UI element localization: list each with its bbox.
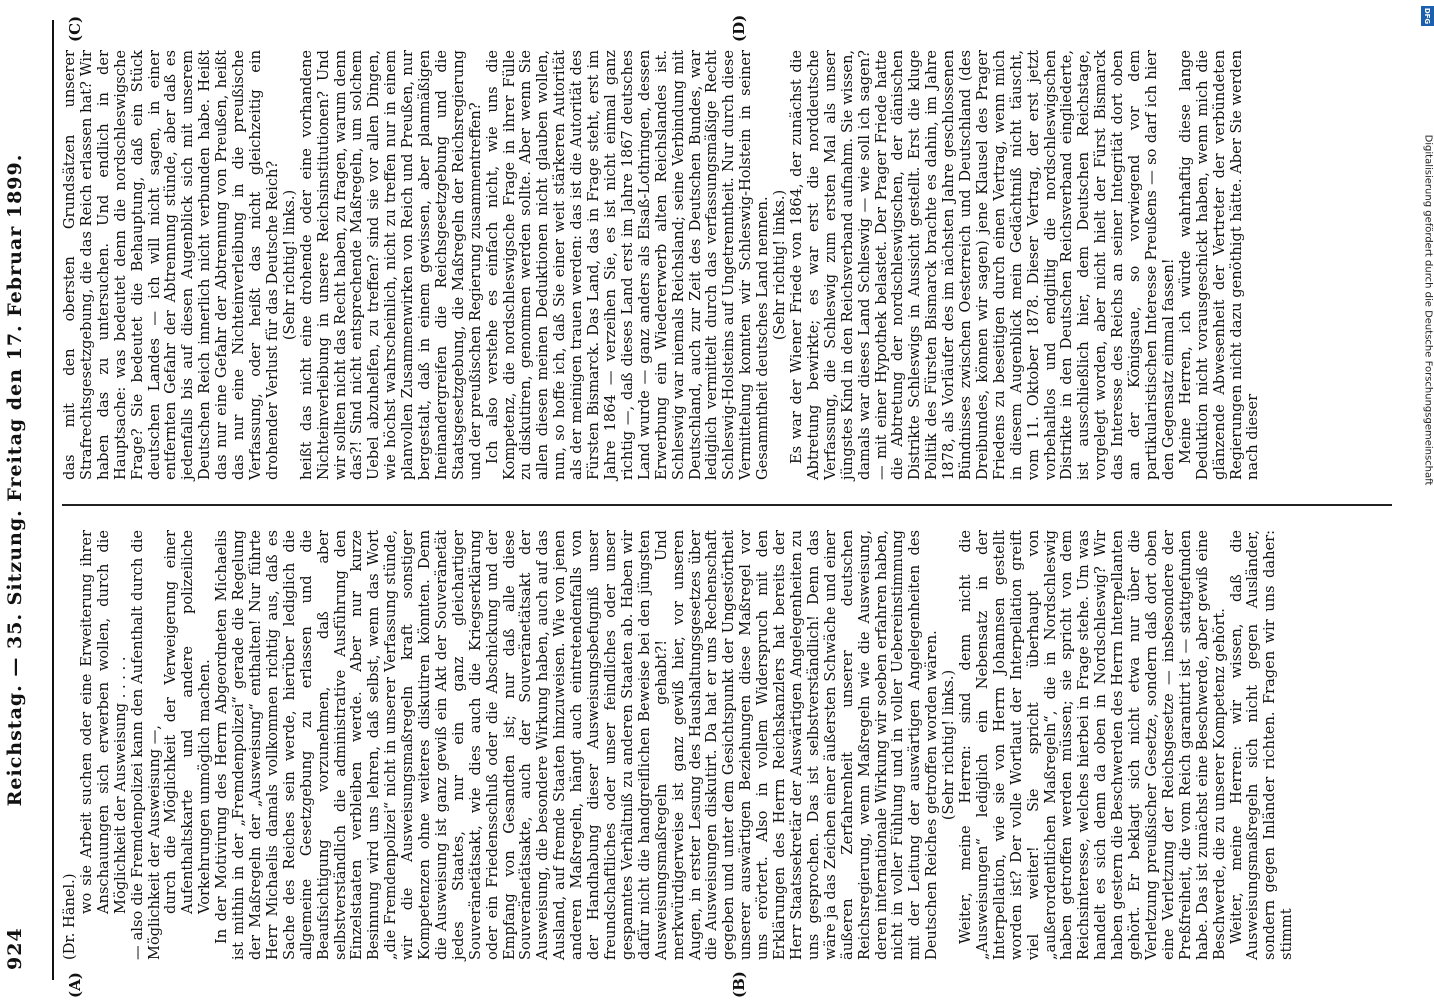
column-divider: [62, 504, 1392, 506]
digitization-note: Digitalisierung gefördert durch die Deutsche Forschungsgemeinschaft: [1422, 134, 1433, 486]
page-number: 924: [4, 927, 26, 970]
speaker-label: (Dr. Hänel.): [61, 873, 78, 960]
text-paragraph: Es war der Wiener Friede von 1864, der zunächst die Abtretung bewirkte; es war erst die norddeutsche Verfassung, die Schleswig zum ersten Mal als unser jüngstes Kind in den Reichsverband aufnahm. Sie wissen, damals war dieses Land Schleswig — wie soll ich sagen? — mit einer Hypothek belastet. Der Prager Friede hatte die Abtretung der nordschleswigschen, der dänischen Distrikte Schleswigs in Aussicht gestellt. Erst die kluge Politik des Fürsten Bismarck brachte es dahin, im Jahre 1878, als Vorläufer des im nächsten Jahre geschlossenen Bündnisses zwischen Oesterreich und Deutschland (des Dreibundes, können wir sagen) jene Klausel des Prager Friedens zu beseitigen durch einen Vertrag, wenn mich in diesem Augenblick mein Gedächtniß nicht täuscht, vom 11. Oktober 1878. Dieser Vertrag, der erst jetzt vorbehaltlos und endgiltig die nordschleswigschen Distrikte in den Deutschen Reichsverband eingliederte, ist ausschließlich hier, dem Deutschen Reichstage, vorgelegt worden, aber nicht hielt der Fürst Bismarck das Interesse des Reichs an seiner Integrität dort oben an der Königsaue, so vorwiegend vor dem partikularistischen Interesse Preußens — so darf ich hier den Gegensatz einmal fassen!: [787, 50, 1177, 480]
left-column: [62, 530, 1296, 960]
text-paragraph: Ich also verstehe es einfach nicht, wie uns die Kompetenz, die nordschleswigsche Frage in ihrer Fülle zu diskutiren, genommen werden sollte. Aber wenn Sie allen diesen meinen Deduktionen nicht glauben wollen, nun, so hoffe ich, daß Sie einer weit stärkeren Autorität als der meinigen trauen werden: das ist die Autorität des Fürsten Bismarck. Das Land, das in Frage steht, erst im Jahre 1864 — verzeihen Sie, es ist nicht einmal ganz richtig —, daß dieses Land erst im Jahre 1867 deutsches Land wurde — ganz anders als Elsaß-Lothringen, dessen Erwerbung ein Wiedererwerb alten Reichslandes ist. Schleswig war niemals Reichsland; seine Verbindung mit Deutschland, auch zur Zeit des Deutschen Bundes, war lediglich vermittelt durch das verfassungsmäßige Recht Schleswig-Holsteins auf Ungetrenntheit. Nur durch diese Vermittelung konnten wir Schleswig-Holstein in seiner Gesammtheit deutsches Land nennen.: [483, 50, 772, 480]
text-paragraph: Meine Herren, ich würde wahrhaftig diese lange Deduktion nicht vorausgeschickt haben, wenn mich die glänzende Abwesenheit der Vertreter der verbündeten Regierungen nicht dazu genöthigt hätte. Aber Sie werden nach dieser: [1176, 50, 1262, 480]
margin-mark-a: (A): [66, 972, 84, 998]
dfg-logo: DFG: [1421, 6, 1434, 26]
header-rule: [52, 20, 54, 980]
running-title: Reichstag. — 35. Sitzung. Freitag den 17. Februar 1899.: [4, 153, 26, 807]
text-paragraph: In der Motivirung des Herrn Abgeordneten Michaelis ist mithin in der „Fremdenpolizei“ gerade die Regelung der Maßregeln der „Ausweisung“ enthalten! Nur führte Herr Michaelis damals vollkommen richtig aus, daß es Sache des Reiches sein werde, hierüber lediglich die allgemeine Gesetzgebung zu erlassen und die Beaufsichtigung vorzunehmen, daß aber selbstverständlich die administrative Ausführung den Einzelstaaten verbleiben werde. Aber nur kurze Besinnung wird uns lehren, daß selbst, wenn das Wort „die Fremdenpolizei“ nicht in unserer Verfassung stünde, wir die Ausweisungsmaßregeln kraft sonstiger Kompetenzen ohne weiteres diskutiren könnten. Denn die Ausweisung ist ganz gewiß ein Akt der Souveränetät jedes Staates, nur ein ganz gleichartiger Souveränetätsakt, wie dies auch die Kriegserklärung oder ein Friedensschluß oder die Abschickung und der Empfang von Gesandten ist; nur daß alle diese Souveränetätsakte, auch der Souveränetätsakt der Ausweisung, die besondere Wirkung haben, auch auf das Ausland, auf fremde Staaten hinzuweisen. Wie von jenen anderen Maßregeln, hängt auch eintretendenfalls von der Handhabung dieser Ausweisungsbefugniß unser freundschaftliches oder unser feindliches oder unser gespanntes Verhältniß zu anderen Staaten ab. Haben wir dafür nicht die handgreiflichen Beweise bei den jüngsten Ausweisungsmaßregeln gehabt?! Und merkwürdigerweise ist ganz gewiß hier, vor unseren Augen, in erster Lesung des Haushaltungsgesetzes über die Ausweisungen diskutirt. Da hat er uns Rechenschaft gegeben und unter dem Gesichtspunkt der Ungestörtheit unserer auswärtigen Beziehungen diese Maßregel vor uns erörtert. Also in vollem Widerspruch mit den Erklärungen des Herrn Reichskanzlers hat bereits der Herr Staatssekretär der Auswärtigen Angelegenheiten zu uns gesprochen. Das ist selbstverständlich! Denn das wäre ja das Zeichen einer äußersten Schwäche und einer äußeren Zerfahrenheit unserer deutschen Reichsregierung, wenn Maßregeln wie die Ausweisung, deren internationale Wirkung wir soeben erfahren haben, nicht in voller Fühlung und in voller Uebereinstimmung mit der Leitung der auswärtigen Angelegenheiten des Deutschen Reiches getroffen worden wären.: [213, 530, 941, 960]
digitization-stamp: [1421, 6, 1434, 596]
text-paragraph: heißt das nicht eine drohende oder eine vorhandene Nichteinverleibung in unsere Reichsinstitutionen? Und wir sollten nicht das Recht haben, zu fragen, warum denn das?! Sind nicht entsprechende Maßregeln, um solchem Uebel abzuhelfen, zu treffen? sind sie vor allen Dingen, wie höchst wahrscheinlich, nicht zu treffen nur in einem planvollen Zusammenwirken von Reich und Preußen, nur bergestalt, daß in einem gewissen, aber planmäßigen Ineinandergreifen die Reichsgesetzgebung und die Staatsgesetzgebung, die Maßregeln der Reichsregierung und der preußischen Regierung zusammentreffen?: [297, 50, 484, 480]
quote-paragraph: durch die Möglichkeit der Verweigerung einer Aufenthaltskarte und andere polizeiliche Vorkehrungen unmöglich machen.: [162, 530, 214, 914]
applause-note: (Sehr richtig! links.): [771, 189, 789, 341]
text-paragraph: — also die Fremdenpolizei kann den Aufenthalt durch die Möglichkeit der Ausweisung —,: [128, 530, 163, 960]
text-paragraph: Weiter, meine Herren: wir wissen, daß die Ausweisungsmaßregeln sich nicht gegen Ausländer, sondern gegen Inländer richten. Fragen wir uns daher: stimmt: [1227, 530, 1296, 960]
applause-note: (Sehr richtig! links.): [280, 189, 298, 341]
margin-mark-c: (C): [66, 15, 84, 42]
margin-mark-d: (D): [730, 14, 748, 42]
quote-paragraph: wo sie Arbeit suchen oder eine Erweiterung ihrer Anschauungen sich erwerben wollen, durch die Möglichkeit der Ausweisung . . . . .: [77, 530, 129, 914]
text-paragraph: Weiter, meine Herren: sind denn nicht die „Ausweisungen“ lediglich ein Nebensatz in der Interpellation, wie sie von Herrn Johannsen gestellt worden ist? Der volle Wortlaut der Interpellation greift viel weiter! Sie spricht überhaupt von „außerordentlichen Maßregeln“, die in Nordschleswig haben getroffen werden müssen; sie spricht von dem Reichsinteresse, welches hierbei in Frage stehe. Um was handelt es sich denn da oben in Nordschleswig? Wir haben gestern die Beschwerden des Herrn Interpellanten gehört. Er beklagt sich nicht etwa nur über die Verletzung preußischer Gesetze, sondern daß dort oben eine Verletzung der Reichsgesetze — insbesondere der Preßfreiheit, die vom Reich garantirt ist — stattgefunden habe. Das ist zunächst eine Beschwerde, aber gewiß eine Beschwerde, die zu unserer Kompetenz gehört.: [957, 530, 1228, 960]
text-paragraph: das mit den obersten Grundsätzen unserer Strafrechtsgesetzgebung, die das Reich erlassen hat? Wir haben das zu untersuchen. Und endlich in der Hauptsache: was bedeutet denn die nordschleswigsche Frage? Sie bedeutet die Behauptung, daß ein Stück deutschen Landes — ich will nicht sagen, in einer entfernten Gefahr der Abtrennung stünde, aber daß es jedenfalls bis auf diesen Augenblick sich mit unserem Deutschen Reich innerlich nicht verbunden habe. Heißt das nur eine Gefahr der Abtrennung von Preußen, heißt das nur eine Nichteinverleibung in die preußische Verfassung, oder heißt das nicht gleichzeitig ein drohender Verlust für das Deutsche Reich?: [61, 50, 281, 480]
applause-note: (Sehr richtig! links.): [940, 669, 958, 821]
right-column: [62, 50, 1262, 480]
margin-mark-b: (B): [730, 971, 748, 998]
